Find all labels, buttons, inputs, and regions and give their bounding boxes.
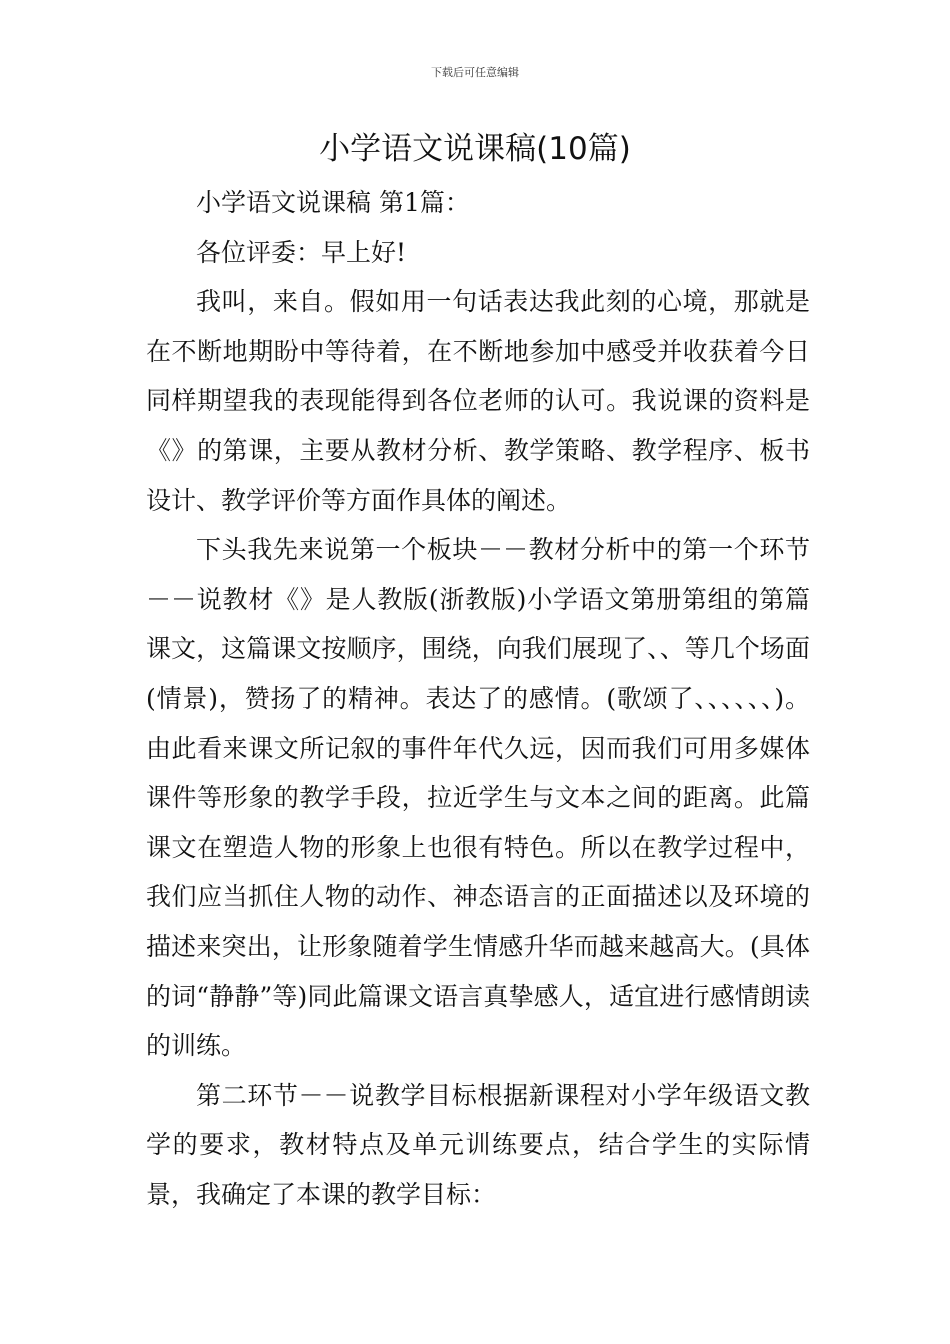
paragraph-introduction: 我叫，来自。假如用一句话表达我此刻的心境，那就是在不断地期盼中等待着，在不断地参加中感受并收获着今日同样期望我的表现能得到各位老师的认可。我说课的资料是《》的第课，主要从教材分析、教学策略、教学程序、板书设计、教学评价等方面作具体的阐述。 bbox=[146, 287, 810, 515]
paragraph-teaching-goals: 第二环节－－说教学目标根据新课程对小学年级语文教学的要求，教材特点及单元训练要点，结合学生的实际情景，我确定了本课的教学目标： bbox=[146, 1080, 810, 1209]
paragraph-textbook-analysis: 下头我先来说第一个板块－－教材分析中的第一个环节－－说教材《》是人教版(浙教版)小学语文第册第组的第篇课文，这篇课文按顺序，围绕，向我们展现了、、等几个场面(情景)，赞扬了的精神。表达了的感情。(歌颂了、、、、、、)。由此看来课文所记叙的事件年代久远，因而我们可用多媒体课件等形象的教学手段，拉近学生与文本之间的距离。此篇课文在塑造人物的形象上也很有特色。所以在教学过程中，我们应当抓住人物的动作、神态语言的正面描述以及环境的描述来突出，让形象随着学生情感升华而越来越高大。(具体的词“静静”等)同此篇课文语言真挚感人，适宜进行感情朗读的训练。 bbox=[146, 535, 810, 1061]
greeting-line: 各位评委：早上好! bbox=[196, 237, 407, 267]
header-note: 下载后可任意编辑 bbox=[431, 66, 519, 79]
document-title: 小学语文说课稿(10篇) bbox=[319, 131, 631, 167]
document-body bbox=[146, 178, 810, 1219]
section-subtitle: 小学语文说课稿 第1篇： bbox=[196, 188, 470, 217]
